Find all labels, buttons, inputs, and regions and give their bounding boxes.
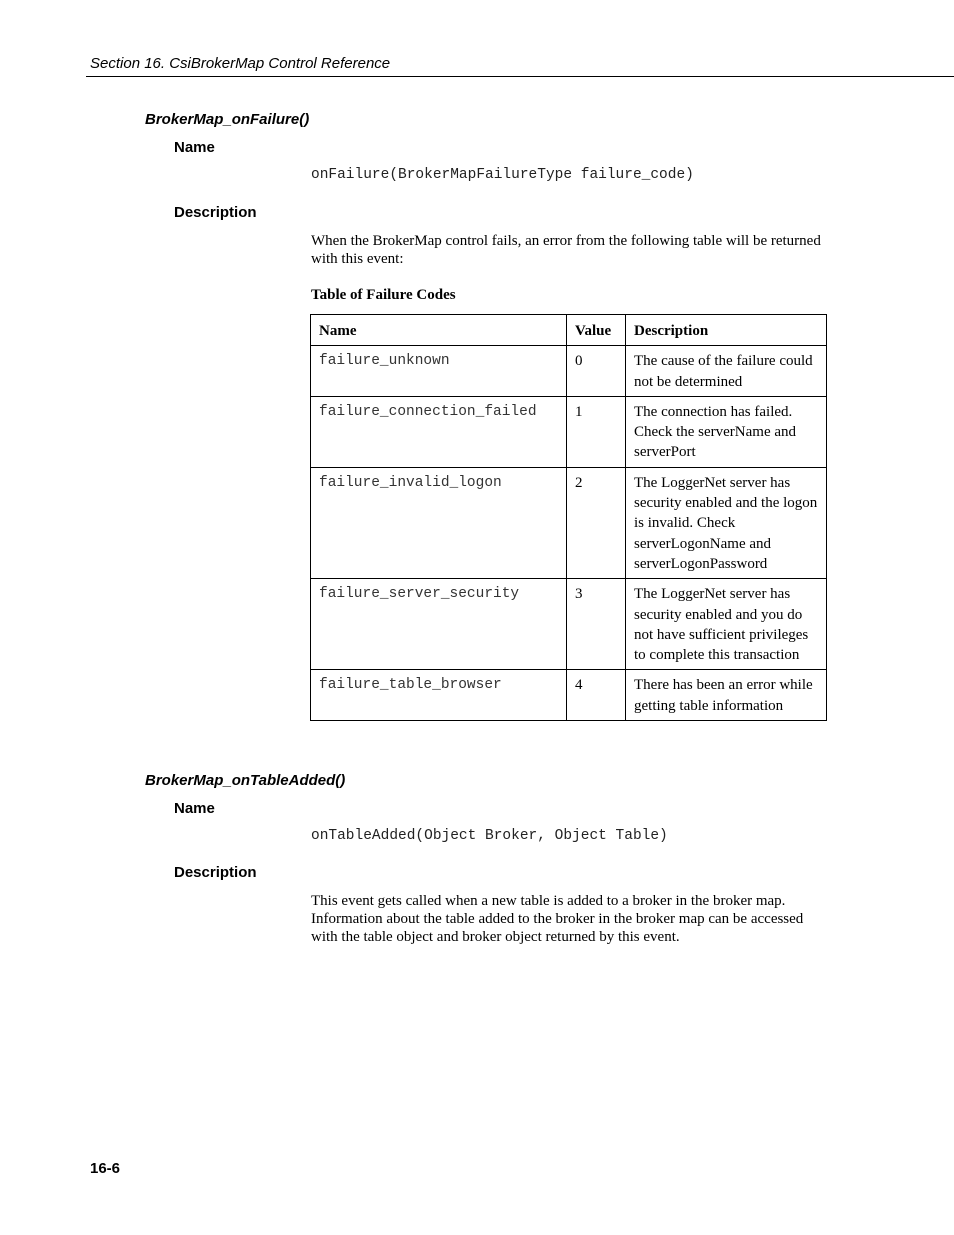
- column-header-description: Description: [626, 315, 827, 346]
- failure-code-name: failure_unknown: [311, 346, 567, 397]
- column-header-name: Name: [311, 315, 567, 346]
- description-heading: Description: [174, 864, 257, 881]
- running-header: Section 16. CsiBrokerMap Control Reference: [90, 55, 391, 72]
- table-row: [311, 467, 827, 578]
- failure-code-description: The LoggerNet server has security enabled and you do not have sufficient privileges to complete this transaction: [626, 579, 827, 670]
- failure-code-name: failure_table_browser: [311, 670, 567, 721]
- onfailure-signature: onFailure(BrokerMapFailureType failure_code): [311, 167, 694, 183]
- failure-code-description: There has been an error while getting table information: [626, 670, 827, 721]
- table-row: [311, 396, 827, 467]
- table-caption: Table of Failure Codes: [311, 287, 456, 303]
- failure-code-value: 3: [567, 579, 626, 670]
- page-number: 16-6: [90, 1160, 121, 1177]
- section-title-ontableadded: BrokerMap_onTableAdded(): [145, 772, 346, 789]
- failure-code-description: The cause of the failure could not be determined: [626, 346, 827, 397]
- table-row: [311, 346, 827, 397]
- failure-code-value: 0: [567, 346, 626, 397]
- section-title-onfailure: BrokerMap_onFailure(): [145, 111, 310, 128]
- name-heading: Name: [174, 800, 215, 817]
- column-header-value: Value: [567, 315, 626, 346]
- header-rule: [86, 76, 954, 77]
- failure-code-name: failure_connection_failed: [311, 396, 567, 467]
- table-row: [311, 579, 827, 670]
- failure-codes-table: [310, 314, 827, 721]
- failure-code-value: 4: [567, 670, 626, 721]
- failure-code-description: The LoggerNet server has security enabled and the logon is invalid. Check serverLogonName and serverLogonPassword: [626, 467, 827, 578]
- description-heading: Description: [174, 204, 257, 221]
- failure-code-value: 1: [567, 396, 626, 467]
- name-heading: Name: [174, 139, 215, 156]
- failure-code-description: The connection has failed. Check the serverName and serverPort: [626, 396, 827, 467]
- failure-code-value: 2: [567, 467, 626, 578]
- table-header-row: [311, 315, 827, 346]
- failure-code-name: failure_invalid_logon: [311, 467, 567, 578]
- failure-code-name: failure_server_security: [311, 579, 567, 670]
- ontableadded-signature: onTableAdded(Object Broker, Object Table): [311, 828, 668, 844]
- onfailure-description: When the BrokerMap control fails, an error from the following table will be returned with this event:: [311, 233, 821, 267]
- table-row: [311, 670, 827, 721]
- ontableadded-description: This event gets called when a new table is added to a broker in the broker map. Information about the table added to the broker in the broker map can be accessed with the table object and broker object returned by this event.: [311, 893, 804, 945]
